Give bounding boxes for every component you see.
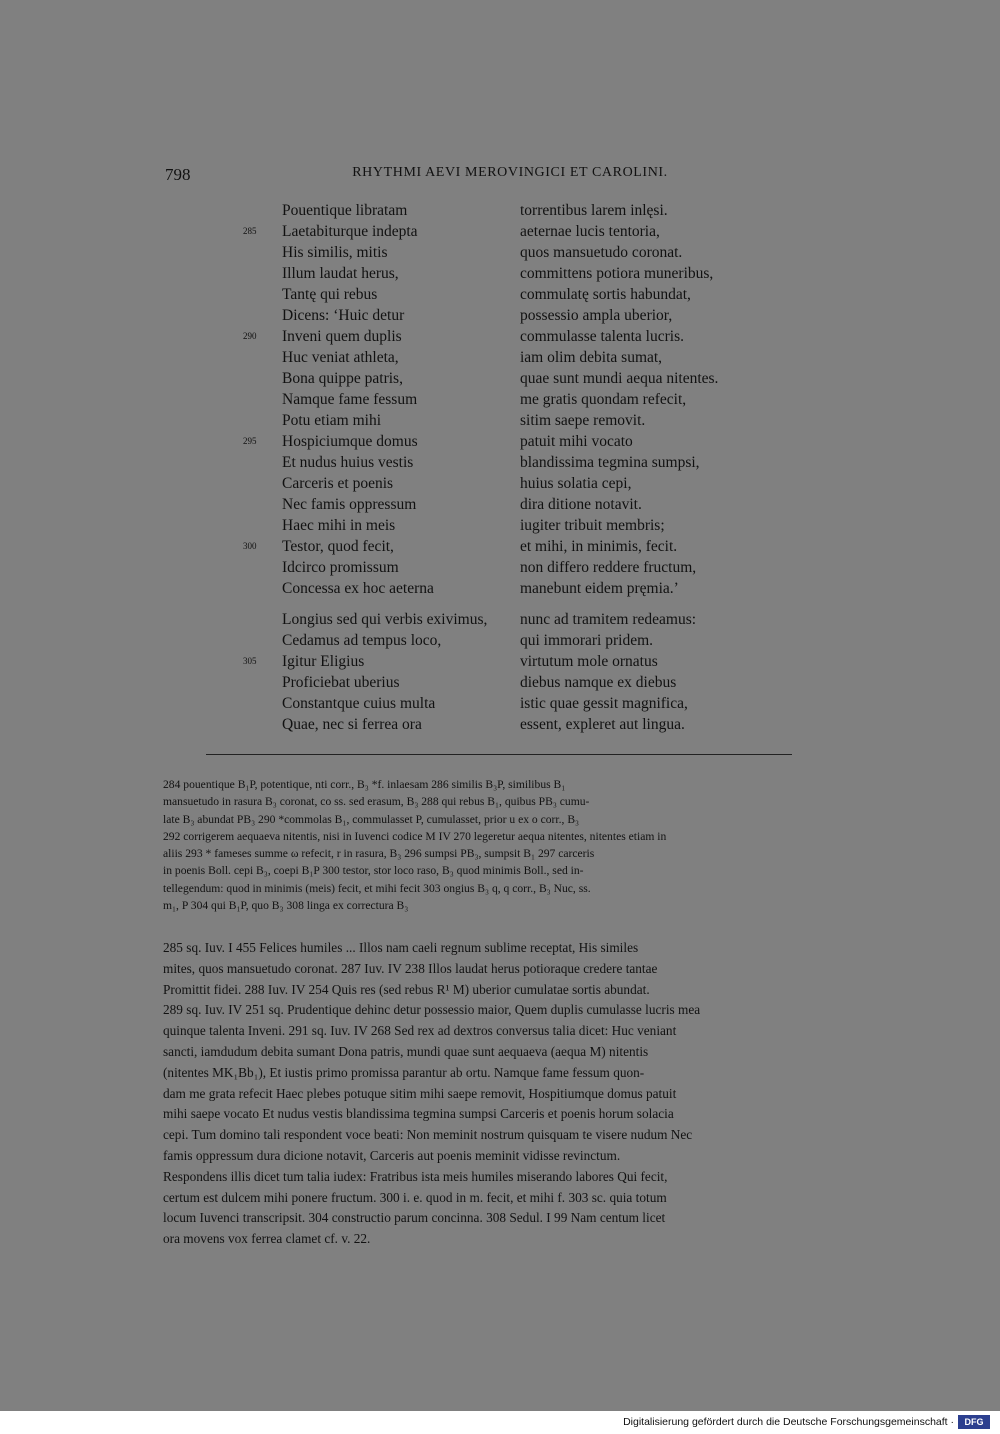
- source-line: certum est dulcem mihi ponere fructum. 300 i. e. quod in m. fecit, et mihi f. 303 sc. quia totum: [163, 1189, 667, 1205]
- verse-first-half: Tantę qui rebus: [282, 286, 378, 303]
- source-line: (nitentes MK₁Bb₁), Et iustis primo promissa parantur ab ortu. Namque fame fessum quon-: [163, 1064, 645, 1080]
- verse-first-half: Et nudus huius vestis: [282, 454, 414, 471]
- verse-first-half: Hospiciumque domus: [282, 433, 418, 450]
- source-line: mihi saepe vocato Et nudus vestis blandissima tegmina sumpsi Carceris et poenis horum solacia: [163, 1106, 674, 1122]
- verse-second-half: et mihi, in minimis, fecit.: [520, 538, 678, 555]
- apparatus-line: aliis 293 * fameses summe ω refecit, r in rasura, B₃ 296 sumpsi PB₃, sumpsit B₁ 297 carceris: [163, 847, 595, 861]
- line-number: 285: [243, 226, 257, 236]
- verse-second-half: patuit mihi vocato: [520, 433, 633, 450]
- verse-first-half: Namque fame fessum: [282, 391, 418, 408]
- verse-second-half: me gratis quondam refecit,: [520, 391, 687, 408]
- verse-first-half: Quae, nec si ferrea ora: [282, 716, 422, 733]
- verse-first-half: Cedamus ad tempus loco,: [282, 632, 442, 649]
- apparatus-line: m₁, P 304 qui B₁P, quo B₃ 308 linga ex correctura B₃: [163, 899, 409, 913]
- verse-first-half: Proficiebat uberius: [282, 674, 400, 691]
- page-header: [165, 165, 835, 189]
- verse-second-half: commulasse talenta lucris.: [520, 328, 684, 345]
- verse-first-half: Carceris et poenis: [282, 475, 394, 492]
- verse-second-half: iugiter tribuit membris;: [520, 517, 665, 534]
- verse-second-half: diebus namque ex diebus: [520, 674, 677, 691]
- line-number: 305: [243, 656, 257, 666]
- verse-first-half: Huc veniat athleta,: [282, 349, 399, 366]
- apparatus-line: tellegendum: quod in minimis (meis) fecit, et mihi fecit 303 ongius B₃ q, q corr., B₃ Nuc, ss.: [163, 881, 591, 895]
- verse-second-half: torrentibus larem inlęsi.: [520, 202, 668, 219]
- verse-first-half: Igitur Eligius: [282, 653, 365, 670]
- verse-first-half: His similis, mitis: [282, 244, 388, 261]
- line-number: 290: [243, 331, 257, 341]
- verse-first-half: Idcirco promissum: [282, 559, 399, 576]
- dfg-logo: DFG: [958, 1415, 990, 1429]
- verse-second-half: huius solatia cepi,: [520, 475, 632, 492]
- verse-first-half: Longius sed qui verbis exivimus,: [282, 611, 488, 628]
- funding-notice: Digitalisierung gefördert durch die Deutsche Forschungsgemeinschaft ·: [623, 1416, 954, 1428]
- source-line: 285 sq. Iuv. I 455 Felices humiles ... Illos nam caeli regnum sublime receptat, His similes: [163, 940, 639, 955]
- verse-second-half: quos mansuetudo coronat.: [520, 244, 683, 261]
- page-number: 798: [165, 165, 191, 184]
- source-line: cepi. Tum domino tali respondent voce beati: Non meminit nostrum quisquam te visere nudum Nec: [163, 1127, 693, 1143]
- verse-second-half: committens potiora muneribus,: [520, 265, 714, 282]
- verse-second-half: istic quae gessit magnifica,: [520, 695, 688, 712]
- verse-second-half: quae sunt mundi aequa nitentes.: [520, 370, 719, 387]
- running-title: RHYTHMI AEVI MEROVINGICI ET CAROLINI.: [352, 165, 668, 180]
- source-line: Promittit fidei. 288 Iuv. IV 254 Quis res (sed rebus R¹ M) uberior cumulatae sortis abundat.: [163, 981, 650, 997]
- verse-second-half: aeternae lucis tentoria,: [520, 223, 660, 240]
- verse-first-half: Haec mihi in meis: [282, 517, 396, 534]
- verse-first-half: Nec famis oppressum: [282, 496, 417, 513]
- verse-second-half: nunc ad tramitem redeamus:: [520, 611, 697, 628]
- verse-second-half: dira ditione notavit.: [520, 496, 642, 513]
- verse-first-half: Potu etiam mihi: [282, 412, 382, 429]
- verse-first-half: Testor, quod fecit,: [282, 538, 394, 555]
- apparatus-line: mansuetudo in rasura B₃ coronat, co ss. sed erasum, B₃ 288 qui rebus B₁, quibus PB₃ cumu-: [163, 795, 590, 809]
- verse-second-half: commulatę sortis habundat,: [520, 286, 691, 303]
- verse-first-half: Concessa ex hoc aeterna: [282, 580, 434, 597]
- verse-second-half: non differo reddere fructum,: [520, 559, 697, 576]
- apparatus-line: late B₃ abundat PB₃ 290 *commolas B₁, commulasset P, cumulasset, prior u ex o corr., B₃: [163, 812, 580, 826]
- source-line: Respondens illis dicet tum talia iudex: Fratribus ista meis humiles miserando labores Qui fecit,: [163, 1168, 668, 1184]
- verse-first-half: Inveni quem duplis: [282, 328, 402, 345]
- critical-apparatus: [163, 776, 835, 914]
- apparatus-line: 292 corrigerem aequaeva nitentis, nisi in Iuvenci codice M IV 270 legeretur aequa nitentes, nitentes etiam in: [163, 829, 667, 843]
- verse-first-half: Dicens: ‘Huic detur: [282, 307, 405, 324]
- verse-first-half: Laetabiturque indepta: [282, 223, 418, 240]
- apparatus-line: 284 pouentique B₁P, potentique, nti corr., B₃ *f. inlaesam 286 similis B₃P, similibus B₁: [163, 778, 566, 791]
- source-line: famis oppressum dura dicione notavit, Carceris aut poenis meminit vidisse revinctum.: [163, 1147, 621, 1163]
- verse-second-half: virtutum mole ornatus: [520, 653, 658, 670]
- source-line: sancti, iamdudum debita sumant Dona patris, mundi quae sunt aequaeva (aequa M) nitentis: [163, 1043, 649, 1059]
- verse-first-half: Pouentique libratam: [282, 202, 408, 219]
- line-number: 300: [243, 541, 257, 551]
- verse-first-half: Illum laudat herus,: [282, 265, 399, 282]
- verse-second-half: qui immorari pridem.: [520, 632, 654, 649]
- footer-bar: [0, 1411, 1000, 1434]
- source-line: ora movens vox ferrea clamet cf. v. 22.: [163, 1231, 371, 1247]
- verse-first-half: Constantque cuius multa: [282, 695, 436, 712]
- source-line: mites, quos mansuetudo coronat. 287 Iuv. IV 238 Illos laudat herus potioraque credere tantae: [163, 960, 658, 976]
- verse-second-half: iam olim debita sumat,: [520, 349, 663, 366]
- verse-second-half: essent, expleret aut lingua.: [520, 716, 685, 733]
- source-line: 289 sq. Iuv. IV 251 sq. Prudentique dehinc detur possessio maior, Quem duplis cumulasse lucris mea: [163, 1002, 701, 1018]
- verse-first-half: Bona quippe patris,: [282, 370, 403, 387]
- verse-second-half: blandissima tegmina sumpsi,: [520, 454, 700, 471]
- verse-second-half: possessio ampla uberior,: [520, 307, 673, 324]
- source-line: locum Iuvenci transcripsit. 304 constructio parum concinna. 308 Sedul. I 99 Nam centum licet: [163, 1210, 666, 1226]
- source-notes: [163, 938, 835, 1250]
- line-number: 295: [243, 436, 257, 446]
- source-line: dam me grata refecit Haec plebes potuque sitim mihi saepe removit, Hospitiumque domus patuit: [163, 1085, 677, 1101]
- source-line: quinque talenta Inveni. 291 sq. Iuv. IV 268 Sed rex ad dextros conversus talia dicet: Huc veniant: [163, 1023, 677, 1039]
- verse-second-half: sitim saepe removit.: [520, 412, 646, 429]
- separator-rule: [206, 754, 792, 755]
- apparatus-line: in poenis Boll. cepi B₃, coepi B₁P 300 testor, stor loco raso, B₃ quod minimis Boll., sed in-: [163, 864, 584, 878]
- verse-second-half: manebunt eidem pręmia.’: [520, 580, 679, 597]
